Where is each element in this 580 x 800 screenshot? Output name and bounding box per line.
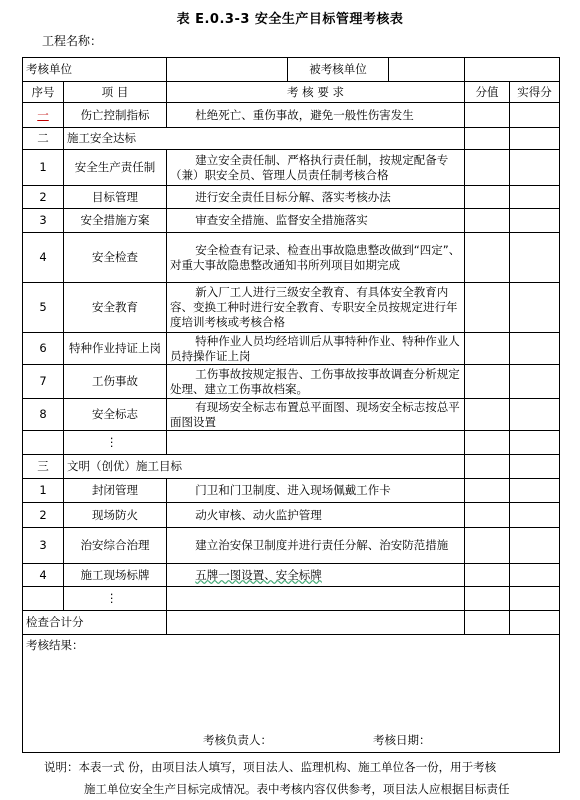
score-cell[interactable]: [465, 564, 510, 587]
row-item: 伤亡控制指标: [64, 103, 167, 128]
actual-score-cell[interactable]: [510, 431, 560, 455]
row-no: 2: [23, 503, 64, 528]
note-line-2: 施工单位安全生产目标完成情况。表中考核内容仅供参考，项目法人应根据目标责任: [84, 782, 510, 796]
row-no: 2: [23, 186, 64, 209]
row-no: 5: [23, 283, 64, 333]
table-row: [23, 150, 560, 186]
actual-score-cell[interactable]: [510, 128, 560, 150]
result-label: 考核结果：: [26, 638, 84, 652]
unit-row: [23, 58, 560, 82]
row-requirement: 建立安全责任制、严格执行责任制，按规定配备专（兼）职安全员、管理人员责任制考核合格: [167, 150, 465, 186]
row-item: 封闭管理: [64, 479, 167, 503]
table-row: [23, 233, 560, 283]
score-cell[interactable]: [465, 283, 510, 333]
row-item: 安全标志: [64, 399, 167, 431]
assessing-unit-field[interactable]: [167, 58, 288, 81]
row-no: 4: [23, 233, 64, 283]
score-cell[interactable]: [465, 333, 510, 365]
score-cell[interactable]: [465, 128, 510, 150]
row-requirement: 建立治安保卫制度并进行责任分解、治安防范措施: [167, 528, 465, 564]
row-no: 4: [23, 564, 64, 587]
actual-score-cell[interactable]: [510, 186, 560, 209]
actual-score-cell[interactable]: [510, 479, 560, 503]
row-no: 6: [23, 333, 64, 365]
row-no: 3: [23, 528, 64, 564]
actual-score-cell[interactable]: [510, 333, 560, 365]
note: [44, 756, 564, 800]
row-requirement: 新入厂工人进行三级安全教育、有具体安全教育内容、变换工种时进行安全教育、专职安全员按规定进行年度培训考核或考核合格: [167, 283, 465, 333]
header-actual: 实得分: [510, 82, 560, 103]
assessed-unit-label: 被考核单位: [288, 58, 389, 81]
form-title: 表 E.0.3-3 安全生产目标管理考核表: [176, 12, 404, 27]
actual-score-cell[interactable]: [510, 528, 560, 564]
row-requirement: 安全检查有记录、检查出事故隐患整改做到“四定”、对重大事故隐患整改通知书所列项目如期完成: [167, 233, 465, 283]
project-name-label: 工程名称：: [42, 34, 103, 48]
row-item: 安全措施方案: [64, 209, 167, 233]
table-row: [23, 528, 560, 564]
row-requirement: 动火审核、动火监护管理: [167, 503, 465, 528]
score-cell[interactable]: [465, 365, 510, 399]
row-item: 现场防火: [64, 503, 167, 528]
row-requirement: 工伤事故按规定报告、工伤事故按事故调查分析规定处理、建立工伤事故档案。: [167, 365, 465, 399]
note-line-1: 说明：本表一式 份，由项目法人填写，项目法人、监理机构、施工单位各一份，用于考核: [44, 760, 497, 774]
row-requirement-text: 五牌一图设置、安全标牌: [195, 567, 322, 582]
header-requirement: 考 核 要 求: [167, 82, 465, 103]
assessment-table: [22, 57, 560, 753]
row-requirement: 特种作业人员均经培训后从事特种作业、特种作业人员持操作证上岗: [167, 333, 465, 365]
table-row: [23, 365, 560, 399]
ellipsis-row: [23, 431, 560, 455]
ellipsis-row: [23, 587, 560, 611]
header-item: 项 目: [64, 82, 167, 103]
actual-score-cell[interactable]: [510, 150, 560, 186]
score-cell[interactable]: [465, 150, 510, 186]
row-item: 安全生产责任制: [64, 150, 167, 186]
row-no: 8: [23, 399, 64, 431]
actual-score-cell[interactable]: [510, 233, 560, 283]
score-cell[interactable]: [465, 399, 510, 431]
result-cell[interactable]: [23, 635, 560, 753]
row-no: 二: [23, 128, 64, 150]
score-cell[interactable]: [465, 503, 510, 528]
row-no: 7: [23, 365, 64, 399]
header-no: 序号: [23, 82, 64, 103]
header-score: 分值: [465, 82, 510, 103]
sign-person-label: 考核负责人：: [203, 733, 272, 747]
row-no: 3: [23, 209, 64, 233]
result-row: [23, 635, 560, 753]
table-row: [23, 103, 560, 128]
score-cell[interactable]: [465, 479, 510, 503]
row-requirement: 进行安全责任目标分解、落实考核办法: [167, 186, 465, 209]
actual-score-cell[interactable]: [510, 209, 560, 233]
table-row: [23, 564, 560, 587]
score-cell[interactable]: [465, 587, 510, 611]
total-actual-cell[interactable]: [510, 611, 560, 635]
section-row: [23, 128, 560, 150]
total-score-cell[interactable]: [465, 611, 510, 635]
table-row: [23, 333, 560, 365]
row-item: 安全检查: [64, 233, 167, 283]
actual-score-cell[interactable]: [510, 399, 560, 431]
actual-score-cell[interactable]: [510, 283, 560, 333]
row-requirement: 门卫和门卫制度、进入现场佩戴工作卡: [167, 479, 465, 503]
row-requirement: [167, 564, 465, 587]
section-title: 施工安全达标: [64, 128, 465, 150]
actual-score-cell[interactable]: [510, 587, 560, 611]
score-cell[interactable]: [465, 103, 510, 128]
row-no: 1: [23, 479, 64, 503]
header-row: [23, 82, 560, 103]
row-requirement: 有现场安全标志布置总平面图、现场安全标志按总平面图设置: [167, 399, 465, 431]
total-row: [23, 611, 560, 635]
actual-score-cell[interactable]: [510, 365, 560, 399]
row-item: 目标管理: [64, 186, 167, 209]
score-cell[interactable]: [465, 431, 510, 455]
score-cell[interactable]: [465, 186, 510, 209]
score-cell[interactable]: [465, 528, 510, 564]
assessed-unit-field[interactable]: [465, 58, 560, 82]
score-cell[interactable]: [465, 233, 510, 283]
row-requirement: 杜绝死亡、重伤事故，避免一般性伤害发生: [167, 103, 465, 128]
table-row: [23, 209, 560, 233]
table-row: [23, 186, 560, 209]
actual-score-cell[interactable]: [510, 564, 560, 587]
table-row: [23, 283, 560, 333]
actual-score-cell[interactable]: [510, 455, 560, 479]
assessing-unit-label: 考核单位: [23, 58, 167, 82]
row-no: 一: [23, 103, 64, 128]
table-row: [23, 399, 560, 431]
score-cell[interactable]: [465, 209, 510, 233]
actual-score-cell[interactable]: [510, 103, 560, 128]
total-label: 检查合计分: [23, 611, 167, 635]
ellipsis-mark: ⋮: [64, 431, 167, 455]
row-requirement: 审查安全措施、监督安全措施落实: [167, 209, 465, 233]
row-item: 施工现场标牌: [64, 564, 167, 587]
ellipsis-mark: ⋮: [64, 587, 167, 611]
row-item: 治安综合治理: [64, 528, 167, 564]
sign-date-label: 考核日期：: [373, 733, 431, 747]
row-item: 特种作业持证上岗: [64, 333, 167, 365]
row-item: 工伤事故: [64, 365, 167, 399]
score-cell[interactable]: [465, 455, 510, 479]
row-no: 1: [23, 150, 64, 186]
row-item: 安全教育: [64, 283, 167, 333]
actual-score-cell[interactable]: [510, 503, 560, 528]
table-row: [23, 479, 560, 503]
row-no: 三: [23, 455, 64, 479]
section-row: [23, 455, 560, 479]
table-row: [23, 503, 560, 528]
section-title: 文明（创优）施工目标: [64, 455, 465, 479]
